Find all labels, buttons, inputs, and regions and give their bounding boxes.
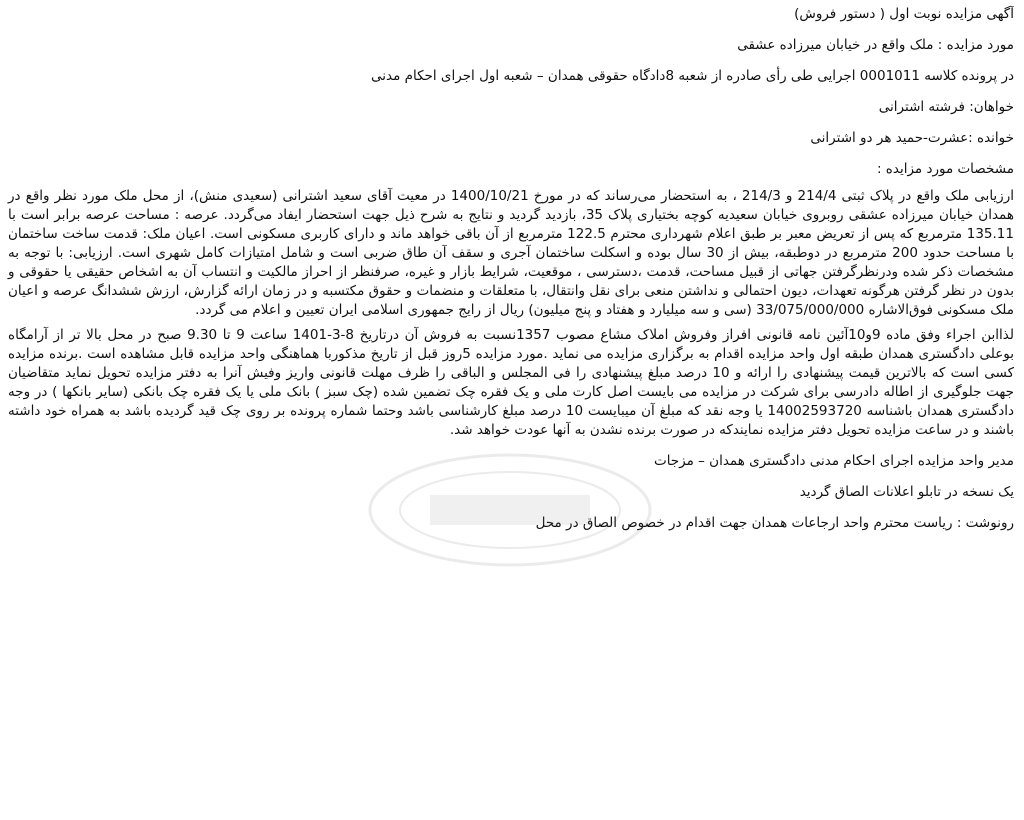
posting-note: یک نسخه در تابلو اعلانات الصاق گردید <box>799 484 1014 500</box>
copy-recipient-line: رونوشت : ریاست محترم واحد ارجاعات همدان جهت اقدام در خصوص الصاق در محل <box>535 515 1014 531</box>
case-file-line: در پرونده کلاسه 0001011 اجرایی طی رأی صادره از شعبه 8دادگاه حقوقی همدان – شعبه اول اجرای احکام مدنی <box>371 68 1014 84</box>
signature-line: مدیر واحد مزایده اجرای احکام مدنی دادگستری همدان – مزجات <box>653 453 1014 469</box>
auction-terms-paragraph: لذاابن اجراء وفق ماده 9و10آئین نامه قانونی افراز وفروش املاک مشاع مصوب 1357نسبت به فروش آن درتاریخ 8-3-1401 ساعت 9 تا 9.30 صبح در محل بالا تر از آرامگاه بوعلی دادگستری همدان طبقه اول واحد مزایده اقدام به برگزاری مزایده می نماید .مورد مزایده 5روز قبل از تاریخ مذکوربا هماهنگی واحد مزایده قابل مشاهده است .برنده مزایده کسی است که بالاترین قیمت پیشنهادی را ارائه و 10 درصد مبلغ پیشنهادی را فی المجلس و الباقی را ظرف مهلت قانونی واریز وفیش آنرا به دفتر مزایده تحویل نماید متقاضیان جهت جلوگیری از اطاله دادرسی برای شرکت در مزایده می بایست اصل کارت ملی و یک فقره چک تضمین شده (چک سبز ) بانک ملی یا یک فقره چک بانکی (سایر بانکها ) در وجه دادگستری همدان باشناسه 14002593720 یا وجه نقد که مبلغ آن میبایست 10 درصد مبلغ کارشناسی باشد وحتما شماره پرونده بر روی چک قید گردیده باشد به همراه خود داشته باشند و در ساعت مزایده تحویل دفتر مزایده نمایندکه در صورت برنده نشدن به آنها عودت خواهد شد. <box>8 327 1014 438</box>
appraisal-paragraph: ارزیابی ملک واقع در پلاک ثبتی 214/4 و 214/3 ، به استحضار می‌رساند که در مورخ 1400/10/21 در معیت آقای سعید اشترانی (سعیدی منش)، از محل ملک مورد نظر واقع در همدان خیابان میرزاده عشقی روبروی خیابان سعیدیه کوچه بختیاری پلاک 35، بازدید گردید و نتایج به شرح ذیل جهت استحضار ایفاد می‌گردد. عرصه : مساحت عرصه برابر است با 135.11 مترمربع که پس از تعریض معبر بر طبق اعلام شهرداری محترم 122.5 مترمربع از آن باقی خواهد ماند و دارای کاربری مسکونی است. اعیان ملک: قدمت ساخت ساختمان با مساحت حدود 200 مترمربع در دوطبقه، بیش از 30 سال بوده و اسکلت ساختمان آجری و سقف آن طاق ضربی است و شامل امتیازات کامل شهری است. ارزیابی: با توجه به مشخصات ذکر شده ودرنظرگرفتن جهاتی از قبیل مساحت، قدمت ،دسترسی ، موقعیت، شرایط بازار و غیره، صرفنظر از احراز مالکیت و انتساب آن به اشخاص حقیقی یا حقوقی و بدون در نظر گرفتن هرگونه تعهدات، دیون احتمالی و نداشتن منعی برای نقل وانتقال، با متعلقات و منضمات و حقوق مکتسبه و در زمان ارائه گزارش، ارزش ششدانگ عرصه و اعیان ملک مسکونی فوق‌الاشاره 33/075/000/000 (سی و سه میلیارد و هفتاد و پنج میلیون) ریال از رایج جمهوری اسلامی ایران تعیین و اعلام می گردد. <box>8 188 1014 318</box>
specs-heading: مشخصات مورد مزایده : <box>876 161 1014 177</box>
notice-title: آگهی مزایده نوبت اول ( دستور فروش) <box>794 6 1014 22</box>
plaintiff-line: خواهان: فرشته اشترانی <box>878 99 1014 115</box>
auction-subject: مورد مزایده : ملک واقع در خیابان میرزاده عشقی <box>737 37 1014 53</box>
defendant-line: خوانده :عشرت-حمید هر دو اشترانی <box>810 130 1014 146</box>
auction-notice-document <box>8 4 1014 533</box>
